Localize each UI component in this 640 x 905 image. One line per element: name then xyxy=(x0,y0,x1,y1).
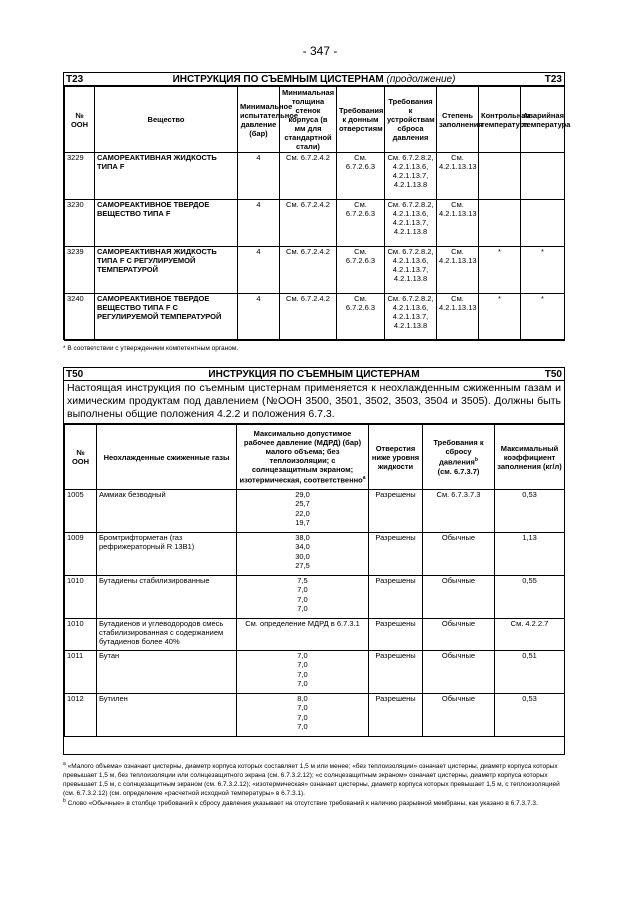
t23-col-filling: Степень заполнения xyxy=(437,87,479,153)
table-row: 3240 САМОРЕАКТИВНОЕ ТВЕРДОЕ ВЕЩЕСТВО ТИПА F С РЕГУЛИРУЕМОЙ ТЕМПЕРАТУРОЙ 4 См. 6.7.2.4.2 См. 6.7.2.6.3 См. 6.7.2.8.2, 4.2.1.13.6, 4.2.1.13.7, 4.2.1.13.8 См. 4.2.1.13.13 * * xyxy=(65,294,565,341)
t50-header xyxy=(64,368,564,381)
t50-col-un: № ООН xyxy=(65,425,97,490)
table-row: 1005 Аммиак безводный 29,0 25,7 22,0 19,7 Разрешены См. 6.7.3.7.3 0,53 xyxy=(65,490,565,533)
t23-table xyxy=(64,86,571,341)
t23-title: ИНСТРУКЦИЯ ПО СЪЕМНЫМ ЦИСТЕРНАМ xyxy=(172,73,384,85)
t50-footnote-a: $^a$ «Малого объема» означает цистерны, диаметр корпуса которых составляет 1,5 м или менее; «без теплоизоляции» означает цистерны, диаметр корпуса которых превышает 1,5 м, без теплоизоляции или солнцезащитного экрана (см. 6.7.3.2.12); «с солнцезащитным экраном» означает цистерны, диаметр корпуса которых превышает 1,5 м, с солнцезащитным экраном (см. 6.7.3.2.12); «изотермическая» означает цистерны, диаметр корпуса которых превышает 1,5 м, с теплоизоляцией (см. 6.7.3.2.12) (см. определение «расчетной исходной температуры» в 6.7.3.1). xyxy=(63,761,560,798)
t50-header-row xyxy=(65,425,565,490)
table-row: 1010 Бутадиенов и углеводородов смесь стабилизированная с содержанием бутадиенов более 40% См. определение МДРД в 6.7.3.1 Разрешены Обычные См. 4.2.2.7 xyxy=(65,619,565,651)
t50-table xyxy=(64,424,565,737)
t50-col-gases: Неохлажденные сжиженные газы xyxy=(97,425,237,490)
table-row: 1012 Бутилен 8,0 7,0 7,0 7,0 Разрешены Обычные 0,53 xyxy=(65,694,565,737)
t23-col-pressure: Минимальное испытательное давление (бар) xyxy=(238,87,280,153)
t23-code-right: T23 xyxy=(544,73,562,85)
t23-col-emergency: Аварийная температура xyxy=(521,87,565,153)
table-row: 3230 САМОРЕАКТИВНОЕ ТВЕРДОЕ ВЕЩЕСТВО ТИПА F 4 См. 6.7.2.4.2 См. 6.7.2.6.3 См. 6.7.2.8.2, 4.2.1.13.6, 4.2.1.13.7, 4.2.1.13.8 См. 4.2.1.13.13 xyxy=(65,200,565,247)
page-number: - 347 - xyxy=(302,44,338,58)
t50-box xyxy=(63,367,565,755)
t23-code-left: T23 xyxy=(66,73,84,85)
t50-col-openings: Отверстия ниже уровня жидкости xyxy=(369,425,423,490)
t23-col-substance: Вещество xyxy=(95,87,238,153)
t23-col-control: Контрольная температура xyxy=(479,87,521,153)
t23-box xyxy=(63,72,571,340)
t23-suffix: (продолжение) xyxy=(386,73,456,85)
t50-col-fill: Максимальный коэффициент заполнения (кг/л) xyxy=(495,425,565,490)
table-row: 1010 Бутадиены стабилизированные 7,5 7,0 7,0 7,0 Разрешены Обычные 0,55 xyxy=(65,576,565,619)
t50-code-right: T50 xyxy=(544,368,562,380)
t23-col-thickness: Минимальная толщина стенок корпуса (в мм для стандартной стали) xyxy=(280,87,337,153)
t50-footnote-b: $^b$ Слово «Обычные» в столбце требований к сбросу давления указывает на отсутствие требований к наличию разрывной мембраны, как указано в 6.7.3.7.3. xyxy=(63,798,538,808)
t23-header xyxy=(64,73,564,86)
t23-header-row xyxy=(65,87,565,153)
t23-footnote: * В соответствии с утверждением компетентным органом. xyxy=(63,345,239,352)
t50-title: ИНСТРУКЦИЯ ПО СЪЕМНЫМ ЦИСТЕРНАМ xyxy=(208,368,420,380)
t50-col-relief: Требования к сбросу давления$^b$ (см. 6.7.3.7) xyxy=(423,425,495,490)
t23-col-bottom: Требования к донным отверстиям xyxy=(337,87,385,153)
t23-col-un: № ООН xyxy=(65,87,95,153)
t50-intro: Настоящая инструкция по съемным цистернам применяется к неохлажденным сжиженным газам и химическим продуктам под давлением (№ООН 3500, 3501, 3502, 3503, 3504 и 3505). Должны быть выполнены общие положения 4.2.2 и положения 6.7.3. xyxy=(64,381,564,424)
table-row: 3239 САМОРЕАКТИВНАЯ ЖИДКОСТЬ ТИПА F С РЕГУЛИРУЕМОЙ ТЕМПЕРАТУРОЙ 4 См. 6.7.2.4.2 См. 6.7.2.6.3 См. 6.7.2.8.2, 4.2.1.13.6, 4.2.1.13.7, 4.2.1.13.8 См. 4.2.1.13.13 * * xyxy=(65,247,565,294)
t23-col-relief: Требования к устройствам сброса давления xyxy=(385,87,437,153)
t50-col-mawp: Максимально допустимое рабочее давление (МДРД) (бар) малого объема; без теплоизоляции; с солнцезащитным экраном; изотермическая, соответственно$^a$ xyxy=(237,425,369,490)
table-row: 3229 САМОРЕАКТИВНАЯ ЖИДКОСТЬ ТИПА F 4 См. 6.7.2.4.2 См. 6.7.2.6.3 См. 6.7.2.8.2, 4.2.1.13.6, 4.2.1.13.7, 4.2.1.13.8 См. 4.2.1.13.13 xyxy=(65,153,565,200)
table-row: 1011 Бутан 7,0 7,0 7,0 7,0 Разрешены Обычные 0,51 xyxy=(65,651,565,694)
table-row: 1009 Бромтрифторметан (газ рефрижераторный R 13B1) 38,0 34,0 30,0 27,5 Разрешены Обычные 1,13 xyxy=(65,533,565,576)
t50-code-left: T50 xyxy=(66,368,84,380)
